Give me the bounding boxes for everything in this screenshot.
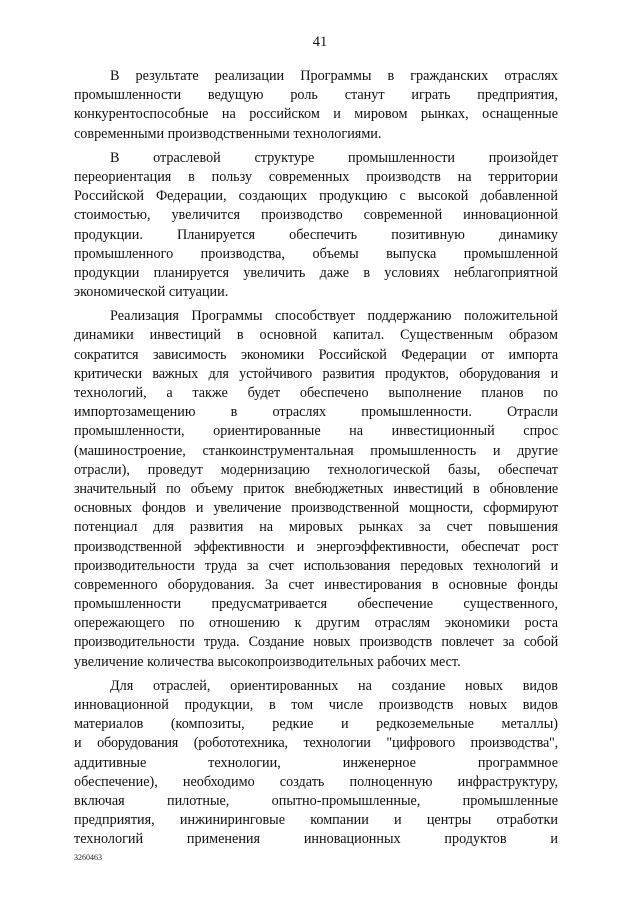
text-line: динамики инвестиций в основной капитал. Существенным образом xyxy=(74,327,558,344)
text-line: стоимостью, увеличится производство современной инновационной xyxy=(74,207,558,224)
text-line: производительности труда за счет использования передовых технологий и xyxy=(74,557,558,574)
text-line: аддитивные технологии, инженерное программное xyxy=(74,754,558,771)
text-line: включая пилотные, опытно-промышленные, промышленные xyxy=(74,792,558,809)
text-line: основных фондов и увеличение производственной мощности, сформируют xyxy=(74,500,558,517)
text-line: промышленности предусматривается обеспечение существенного, xyxy=(74,596,558,613)
text-line: инновационной продукции, в том числе производств новых видов xyxy=(74,697,558,713)
text-line: В отраслевой структуре промышленности произойдет xyxy=(110,149,558,166)
text-line: продукции. Планируется обеспечить позитивную динамику xyxy=(74,226,558,243)
paragraph-4 xyxy=(74,677,558,850)
paragraph-3 xyxy=(74,307,558,672)
text-line: промышленности, ориентированные на инвестиционный спрос xyxy=(74,423,558,440)
page-number: 41 xyxy=(312,34,328,50)
text-line: (машиностроение, станкоинструментальная промышленность и другие xyxy=(74,442,558,459)
text-line: промышленного производства, объемы выпуска промышленной xyxy=(74,245,558,262)
paragraph-1 xyxy=(74,67,558,144)
text-line: промышленности ведущую роль станут играть предприятия, xyxy=(74,87,558,104)
text-line: опережающего по отношению к другим отраслям экономики роста xyxy=(74,615,558,632)
document-body xyxy=(74,67,558,850)
text-line: Для отраслей, ориентированных на создание новых видов xyxy=(110,677,558,694)
text-line: современного оборудования. За счет инвестирования в основные фонды xyxy=(74,576,558,593)
text-line: конкурентоспособные на российском и мировом рынках, оснащенные xyxy=(74,106,558,123)
text-line: продукции планируется увеличить даже в условиях неблагоприятной xyxy=(74,264,558,281)
text-line: потенциал для развития на мировых рынках за счет повышения xyxy=(74,519,558,536)
text-line: переориентация в пользу современных производств на территории xyxy=(74,168,558,185)
text-line: Реализация Программы способствует поддержанию положительной xyxy=(110,308,558,325)
text-line: современными производственными технологиями. xyxy=(74,125,382,142)
text-line: материалов (композиты, редкие и редкоземельные металлы) xyxy=(74,716,558,733)
text-line: производственной эффективности и энергоэффективности, обеспечат рост xyxy=(74,538,558,555)
paragraph-2 xyxy=(74,149,558,303)
text-line: и оборудования (робототехника, технологии "цифрового производства", xyxy=(74,735,558,752)
text-line: сократится зависимость экономики Российской Федерации от импорта xyxy=(74,346,558,363)
text-line: критически важных для устойчивого развития продуктов, оборудования и xyxy=(74,365,558,382)
text-line: отрасли), проведут модернизацию технологической базы, обеспечат xyxy=(74,461,558,478)
text-line: предприятия, инжиниринговые компании и центры отработки xyxy=(74,812,558,829)
text-line: экономической ситуации. xyxy=(74,284,229,301)
text-line: В результате реализации Программы в гражданских отраслях xyxy=(110,68,558,84)
text-line: импортозамещению в отраслях промышленности. Отрасли xyxy=(74,404,558,421)
text-line: увеличение количества высокопроизводительных рабочих мест. xyxy=(74,653,461,670)
text-line: технологий применения инновационных продуктов и xyxy=(74,831,558,848)
text-line: значительный по объему приток внебюджетных инвестиций в обновление xyxy=(74,480,558,497)
text-line: Российской Федерации, создающих продукцию с высокой добавленной xyxy=(74,188,558,205)
text-line: технологий, а также будет обеспечено выполнение планов по xyxy=(74,385,558,401)
text-line: производительности труда. Создание новых производств повлечет за собой xyxy=(74,634,558,651)
document-code: 3260463 xyxy=(74,853,102,862)
text-line: обеспечение), необходимо создать полноценную инфраструктуру, xyxy=(74,773,558,790)
